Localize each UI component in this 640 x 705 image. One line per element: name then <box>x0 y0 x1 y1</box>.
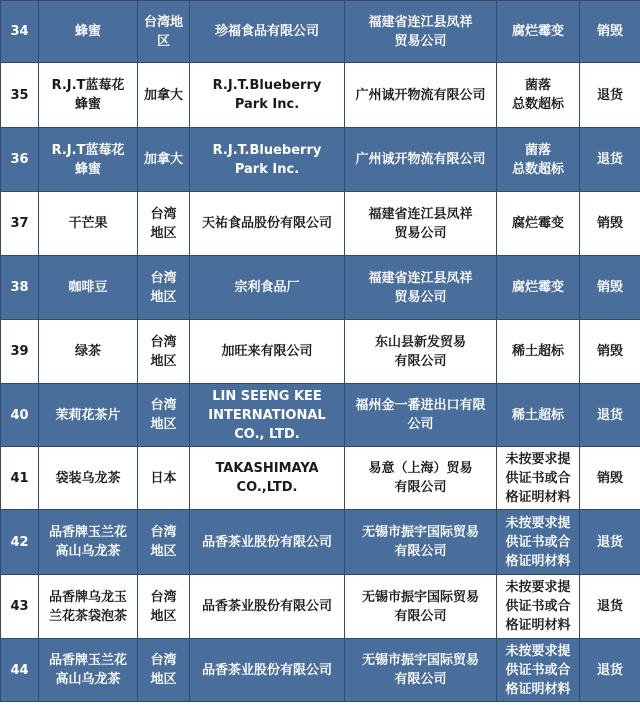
importer-cell: 福建省连江县凤祥 贸易公司 <box>345 256 497 320</box>
product-name-cell: 茉莉花茶片 <box>39 384 138 447</box>
manufacturer-cell: TAKASHIMAYA CO.,LTD. <box>190 447 345 510</box>
table-row <box>1 320 640 384</box>
origin-cell: 台湾 地区 <box>138 575 190 639</box>
table-row <box>1 447 640 510</box>
importer-cell: 无锡市振宇国际贸易 有限公司 <box>345 575 497 639</box>
importer-cell: 无锡市振宇国际贸易 有限公司 <box>345 639 497 702</box>
table-row <box>1 256 640 320</box>
product-name-cell: 蜂蜜 <box>39 1 138 63</box>
origin-cell: 台湾 地区 <box>138 639 190 702</box>
reason-cell: 腐烂霉变 <box>497 256 580 320</box>
origin-cell: 台湾 地区 <box>138 256 190 320</box>
action-cell: 退货 <box>580 575 640 639</box>
action-cell: 退货 <box>580 639 640 702</box>
reason-cell: 未按要求提 供证书或合 格证明材料 <box>497 639 580 702</box>
manufacturer-cell: 珍福食品有限公司 <box>190 1 345 63</box>
reason-cell: 未按要求提 供证书或合 格证明材料 <box>497 510 580 575</box>
origin-cell: 台湾 地区 <box>138 384 190 447</box>
table-row <box>1 384 640 447</box>
origin-cell: 台湾地 区 <box>138 1 190 63</box>
row-number-cell: 38 <box>1 256 39 320</box>
action-cell: 退货 <box>580 63 640 128</box>
action-cell: 销毁 <box>580 447 640 510</box>
row-number-cell: 35 <box>1 63 39 128</box>
action-cell: 退货 <box>580 128 640 192</box>
reason-cell: 腐烂霉变 <box>497 192 580 256</box>
product-name-cell: R.J.T蓝莓花 蜂蜜 <box>39 128 138 192</box>
table-body <box>1 1 640 702</box>
product-name-cell: 袋装乌龙茶 <box>39 447 138 510</box>
manufacturer-cell: 品香茶业股份有限公司 <box>190 510 345 575</box>
importer-cell: 福建省连江县凤祥 贸易公司 <box>345 1 497 63</box>
importer-cell: 福州金一番进出口有限 公司 <box>345 384 497 447</box>
importer-cell: 东山县新发贸易 有限公司 <box>345 320 497 384</box>
product-name-cell: 品香牌玉兰花 高山乌龙茶 <box>39 639 138 702</box>
table-row <box>1 639 640 702</box>
table-row <box>1 510 640 575</box>
reason-cell: 未按要求提 供证书或合 格证明材料 <box>497 575 580 639</box>
row-number-cell: 44 <box>1 639 39 702</box>
importer-cell: 福建省连江县凤祥 贸易公司 <box>345 192 497 256</box>
row-number-cell: 42 <box>1 510 39 575</box>
origin-cell: 台湾 地区 <box>138 510 190 575</box>
row-number-cell: 40 <box>1 384 39 447</box>
row-number-cell: 34 <box>1 1 39 63</box>
table-row <box>1 575 640 639</box>
table-row <box>1 192 640 256</box>
row-number-cell: 43 <box>1 575 39 639</box>
product-name-cell: 品香牌玉兰花 高山乌龙茶 <box>39 510 138 575</box>
manufacturer-cell: LIN SEENG KEE INTERNATIONAL CO., LTD. <box>190 384 345 447</box>
product-name-cell: 品香牌乌龙玉 兰花茶袋泡茶 <box>39 575 138 639</box>
importer-cell: 易意（上海）贸易 有限公司 <box>345 447 497 510</box>
action-cell: 退货 <box>580 510 640 575</box>
table-row <box>1 1 640 63</box>
manufacturer-cell: 天祐食品股份有限公司 <box>190 192 345 256</box>
action-cell: 销毁 <box>580 1 640 63</box>
row-number-cell: 36 <box>1 128 39 192</box>
action-cell: 销毁 <box>580 256 640 320</box>
origin-cell: 日本 <box>138 447 190 510</box>
reason-cell: 稀土超标 <box>497 384 580 447</box>
importer-cell: 广州诚开物流有限公司 <box>345 63 497 128</box>
manufacturer-cell: R.J.T.Blueberry Park Inc. <box>190 128 345 192</box>
product-name-cell: 绿茶 <box>39 320 138 384</box>
origin-cell: 台湾 地区 <box>138 320 190 384</box>
row-number-cell: 37 <box>1 192 39 256</box>
action-cell: 销毁 <box>580 320 640 384</box>
reason-cell: 菌落 总数超标 <box>497 63 580 128</box>
reason-cell: 腐烂霉变 <box>497 1 580 63</box>
product-name-cell: R.J.T蓝莓花 蜂蜜 <box>39 63 138 128</box>
action-cell: 退货 <box>580 384 640 447</box>
row-number-cell: 41 <box>1 447 39 510</box>
table-row <box>1 128 640 192</box>
importer-cell: 无锡市振宇国际贸易 有限公司 <box>345 510 497 575</box>
manufacturer-cell: 品香茶业股份有限公司 <box>190 575 345 639</box>
manufacturer-cell: 宗利食品厂 <box>190 256 345 320</box>
origin-cell: 台湾 地区 <box>138 192 190 256</box>
manufacturer-cell: R.J.T.Blueberry Park Inc. <box>190 63 345 128</box>
origin-cell: 加拿大 <box>138 128 190 192</box>
action-cell: 销毁 <box>580 192 640 256</box>
product-name-cell: 咖啡豆 <box>39 256 138 320</box>
importer-cell: 广州诚开物流有限公司 <box>345 128 497 192</box>
product-name-cell: 干芒果 <box>39 192 138 256</box>
row-number-cell: 39 <box>1 320 39 384</box>
reason-cell: 稀土超标 <box>497 320 580 384</box>
manufacturer-cell: 品香茶业股份有限公司 <box>190 639 345 702</box>
reason-cell: 未按要求提 供证书或合 格证明材料 <box>497 447 580 510</box>
reason-cell: 菌落 总数超标 <box>497 128 580 192</box>
manufacturer-cell: 加旺来有限公司 <box>190 320 345 384</box>
table-row <box>1 63 640 128</box>
origin-cell: 加拿大 <box>138 63 190 128</box>
